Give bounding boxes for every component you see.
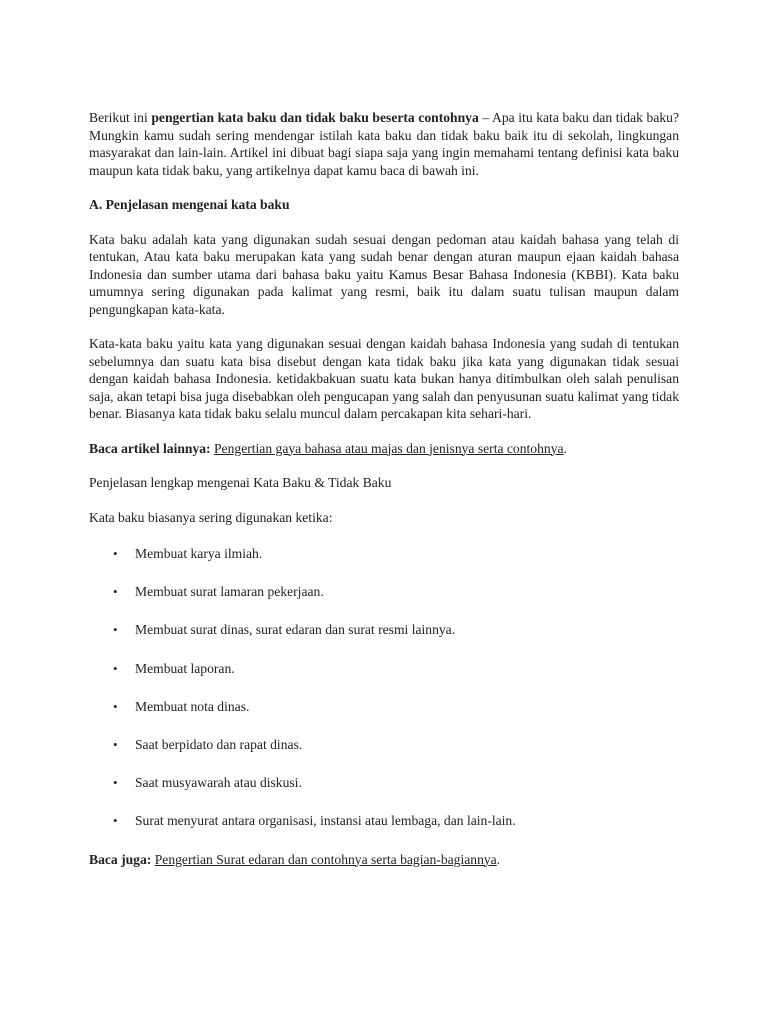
list-item-text: Saat berpidato dan rapat dinas. [135,736,303,752]
intro-paragraph [89,109,679,179]
read-also-line [89,851,679,869]
list-item [89,660,679,678]
intro-lead: Berikut ini [89,110,152,125]
read-also-suffix: . [496,851,501,867]
list-item [89,812,679,830]
bullet-icon: • [113,622,118,638]
read-more-label: Baca artikel lainnya: [89,440,211,456]
read-more-line [89,440,679,458]
read-also-label: Baca juga: [89,851,152,867]
list-item-text: Membuat karya ilmiah. [135,546,263,561]
usage-lead-in: Kata baku biasanya sering digunakan ketika: [89,509,333,525]
bullet-icon: • [113,698,118,714]
list-item-text: Saat musyawarah atau diskusi. [135,775,302,791]
bullet-icon: • [113,813,118,829]
full-explanation-line: Penjelasan lengkap mengenai Kata Baku & Tidak Baku [89,475,392,490]
section-a-paragraph-1: Kata baku adalah kata yang digunakan sudah sesuai dengan pedoman atau kaidah bahasa yang telah di tentukan, Atau kata baku merupakan kata yang sudah benar dengan aturan maupun ejaan kaidah bahasa Indonesia dan sumber utama dari bahasa baku yaitu Kamus Besar Bahasa Indonesia (KBBI). Kata baku umumnya sering digunakan pada kalimat yang resmi, baik itu dalam suatu tulisan maupun dalam pengungkapan kata-kata. [89,231,679,317]
intro-rest: – Apa itu kata baku dan tidak baku? Mungkin kamu sudah sering mendengar istilah kata baku dan tidak baku baik itu di sekolah, lingkungan masyarakat dan lain-lain. Artikel ini dibuat bagi siapa saja yang ingin memahami tentang definisi kata baku maupun kata tidak baku, yang artikelnya dapat kamu baca di bawah ini. [89,110,679,178]
list-item-text: Membuat surat dinas, surat edaran dan surat resmi lainnya. [135,622,456,638]
list-item [89,774,679,792]
bullet-icon: • [113,584,118,600]
bullet-icon: • [113,660,118,676]
usage-list [89,545,679,830]
list-item [89,736,679,754]
read-more-link[interactable]: Pengertian gaya bahasa atau majas dan jenisnya serta contohnya [214,440,564,456]
intro-bold-title: pengertian kata baku dan tidak baku beserta contohnya [151,110,479,125]
list-item-text: Surat menyurat antara organisasi, instansi atau lembaga, dan lain-lain. [135,813,516,829]
list-item-text: Membuat surat lamaran pekerjaan. [135,584,324,600]
list-item [89,583,679,601]
bullet-icon: • [113,546,118,561]
section-a-heading: A. Penjelasan mengenai kata baku [89,197,290,212]
list-item-text: Membuat laporan. [135,660,235,676]
read-also-link[interactable]: Pengertian Surat edaran dan contohnya serta bagian-bagiannya [154,851,497,867]
list-item [89,698,679,716]
list-item [89,621,679,639]
read-more-suffix: . [563,440,567,456]
bullet-icon: • [113,736,118,752]
section-a-paragraph-2: Kata-kata baku yaitu kata yang digunakan sesuai dengan kaidah bahasa Indonesia yang sudah di tentukan sebelumnya dan suatu kata bisa disebut dengan kata tidak baku jika kata yang digunakan tidak sesuai dengan kaidah bahasa Indonesia. ketidakbakuan suatu kata bukan hanya ditimbulkan oleh salah penulisan saja, akan tetapi bisa juga disebabkan oleh pengucapan yang salah dan penyusunan suatu kalimat yang tidak benar. Biasanya kata tidak baku selalu muncul dalam percakapan kita sehari-hari. [89,336,679,421]
bullet-icon: • [113,775,118,791]
list-item [89,545,679,563]
list-item-text: Membuat nota dinas. [135,698,250,714]
